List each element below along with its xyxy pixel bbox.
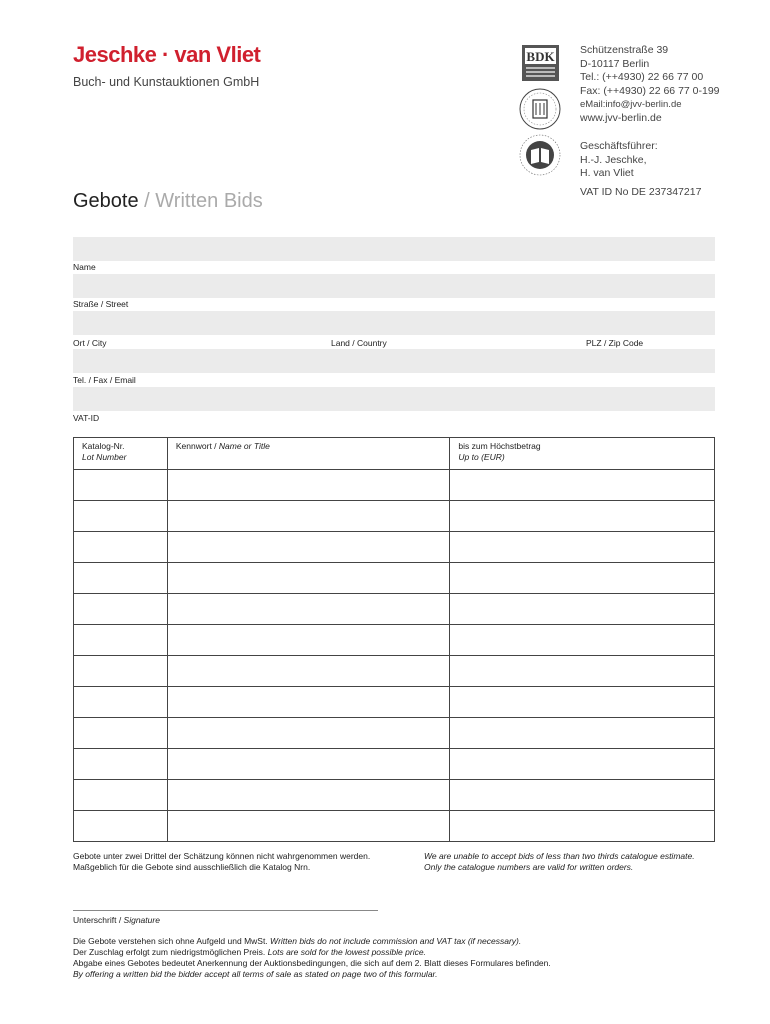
website: www.jvv-berlin.de xyxy=(580,111,662,124)
email-address: eMail:info@jvv-berlin.de xyxy=(580,99,682,110)
note-german xyxy=(73,851,370,873)
title-german: Gebote xyxy=(73,190,139,212)
street-input[interactable] xyxy=(73,274,715,298)
max-bid-cell[interactable] xyxy=(450,656,715,687)
lot-number-cell[interactable] xyxy=(74,749,168,780)
city-country-zip-input[interactable] xyxy=(73,311,715,335)
lot-number-cell[interactable] xyxy=(74,501,168,532)
max-bid-cell[interactable] xyxy=(450,501,715,532)
bid-row xyxy=(74,780,715,811)
lot-number-header-en: Lot Number xyxy=(82,452,127,462)
max-bid-cell[interactable] xyxy=(450,532,715,563)
fax-number: Fax: (++4930) 22 66 77 0-199 xyxy=(580,84,720,97)
signature-label-de: Unterschrift / xyxy=(73,915,124,925)
lot-number-cell[interactable] xyxy=(74,780,168,811)
footer-line-1 xyxy=(73,936,551,947)
bid-row xyxy=(74,501,715,532)
title-english: Written Bids xyxy=(155,190,263,212)
city-label: Ort / City xyxy=(73,338,107,348)
title-cell[interactable] xyxy=(167,718,450,749)
signature-label xyxy=(73,915,160,926)
note-english-text-1: We are unable to accept bids of less than two thirds catalogue estimate. xyxy=(424,851,695,861)
footer-line-2 xyxy=(73,947,551,958)
title-header-de: Kennwort / xyxy=(175,441,219,451)
title-cell[interactable] xyxy=(167,749,450,780)
book-seal-logo xyxy=(518,133,562,177)
max-bid-cell[interactable] xyxy=(450,749,715,780)
max-bid-cell[interactable] xyxy=(450,687,715,718)
lot-number-cell[interactable] xyxy=(74,718,168,749)
title-cell[interactable] xyxy=(167,687,450,718)
vat-id-input[interactable] xyxy=(73,387,715,411)
title-header-en: Name or Title xyxy=(218,441,270,451)
note-english xyxy=(424,851,695,873)
bid-row xyxy=(74,811,715,842)
title-cell[interactable] xyxy=(167,625,450,656)
page-title xyxy=(73,190,263,213)
footer-terms xyxy=(73,936,551,980)
max-bid-cell[interactable] xyxy=(450,563,715,594)
max-bid-cell[interactable] xyxy=(450,718,715,749)
footer-line-4-text: By offering a written bid the bidder accept all terms of sale as stated on page two of this formular. xyxy=(73,969,438,979)
max-bid-cell[interactable] xyxy=(450,594,715,625)
title-cell[interactable] xyxy=(167,780,450,811)
zip-label: PLZ / Zip Code xyxy=(586,338,644,348)
address-city: D-10117 Berlin xyxy=(580,57,650,70)
bid-row xyxy=(74,563,715,594)
lot-number-cell[interactable] xyxy=(74,687,168,718)
bid-row xyxy=(74,625,715,656)
max-bid-cell[interactable] xyxy=(450,780,715,811)
contact-input[interactable] xyxy=(73,349,715,373)
note-english-line-2 xyxy=(424,862,695,873)
title-cell[interactable] xyxy=(167,470,450,501)
note-english-text-2: Only the catalogue numbers are valid for written orders. xyxy=(424,862,634,872)
title-cell[interactable] xyxy=(167,532,450,563)
bid-row xyxy=(74,749,715,780)
note-english-line-1 xyxy=(424,851,695,862)
bids-table xyxy=(73,437,715,842)
title-cell[interactable] xyxy=(167,563,450,594)
bid-row xyxy=(74,594,715,625)
manager-name-1: H.-J. Jeschke, xyxy=(580,153,647,166)
bids-table-header xyxy=(74,438,715,470)
name-input[interactable] xyxy=(73,237,715,261)
contact-block xyxy=(580,44,720,125)
vat-number: VAT ID No DE 237347217 xyxy=(580,186,702,198)
max-bid-cell[interactable] xyxy=(450,470,715,501)
max-bid-header xyxy=(450,438,715,470)
company-name: Jeschke · van Vliet xyxy=(73,42,261,67)
lot-number-cell[interactable] xyxy=(74,656,168,687)
signature-label-en: Signature xyxy=(123,915,160,925)
company-subtitle: Buch- und Kunstauktionen GmbH xyxy=(73,75,260,89)
seal-logo xyxy=(518,87,562,131)
note-german-line-1: Gebote unter zwei Drittel der Schätzung können nicht wahrgenommen werden. xyxy=(73,851,371,861)
max-bid-header-de: bis zum Höchstbetrag xyxy=(458,441,541,451)
name-label: Name xyxy=(73,262,96,272)
country-label: Land / Country xyxy=(331,338,387,348)
bdk-logo xyxy=(522,45,559,81)
title-separator: / xyxy=(138,190,156,212)
bid-row xyxy=(74,532,715,563)
title-cell[interactable] xyxy=(167,501,450,532)
signature-line[interactable] xyxy=(73,910,378,911)
title-cell[interactable] xyxy=(167,594,450,625)
max-bid-header-en: Up to (EUR) xyxy=(458,452,505,462)
max-bid-cell[interactable] xyxy=(450,811,715,842)
bid-row xyxy=(74,470,715,501)
phone-number: Tel.: (++4930) 22 66 77 00 xyxy=(580,71,704,83)
manager-name-2: H. van Vliet xyxy=(580,167,634,179)
address-street: Schützenstraße 39 xyxy=(580,44,669,56)
footer-line-4 xyxy=(73,969,551,980)
note-german-line-2: Maßgeblich für die Gebote sind ausschließlich die Katalog Nrn. xyxy=(73,862,311,872)
lot-number-cell[interactable] xyxy=(74,563,168,594)
lot-number-header xyxy=(74,438,168,470)
footer-line-1-de: Die Gebote verstehen sich ohne Aufgeld und MwSt. xyxy=(73,936,271,946)
lot-number-cell[interactable] xyxy=(74,594,168,625)
footer-line-1-en: Written bids do not include commission and VAT tax (if necessary). xyxy=(270,936,522,946)
bid-row xyxy=(74,687,715,718)
street-label: Straße / Street xyxy=(73,299,129,309)
max-bid-cell[interactable] xyxy=(450,625,715,656)
management-block xyxy=(580,140,658,181)
lot-number-cell[interactable] xyxy=(74,532,168,563)
lot-number-header-de: Katalog-Nr. xyxy=(82,441,125,451)
footer-line-3: Abgabe eines Gebotes bedeutet Anerkennung der Auktionsbedingungen, die sich auf dem 2. Blatt dieses Formulares befinden. xyxy=(73,958,551,968)
bid-row xyxy=(74,656,715,687)
contact-label: Tel. / Fax / Email xyxy=(73,375,136,385)
title-cell[interactable] xyxy=(167,656,450,687)
bid-row xyxy=(74,718,715,749)
vat-id-label: VAT-ID xyxy=(73,413,100,423)
title-header xyxy=(167,438,450,470)
management-label: Geschäftsführer: xyxy=(580,140,658,152)
bdk-logo-text: BDK xyxy=(526,49,555,64)
lot-number-cell[interactable] xyxy=(74,625,168,656)
lot-number-cell[interactable] xyxy=(74,470,168,501)
footer-line-2-de: Der Zuschlag erfolgt zum niedrigstmöglichen Preis. xyxy=(73,947,268,957)
title-cell[interactable] xyxy=(167,811,450,842)
footer-line-2-en: Lots are sold for the lowest possible price. xyxy=(267,947,426,957)
lot-number-cell[interactable] xyxy=(74,811,168,842)
